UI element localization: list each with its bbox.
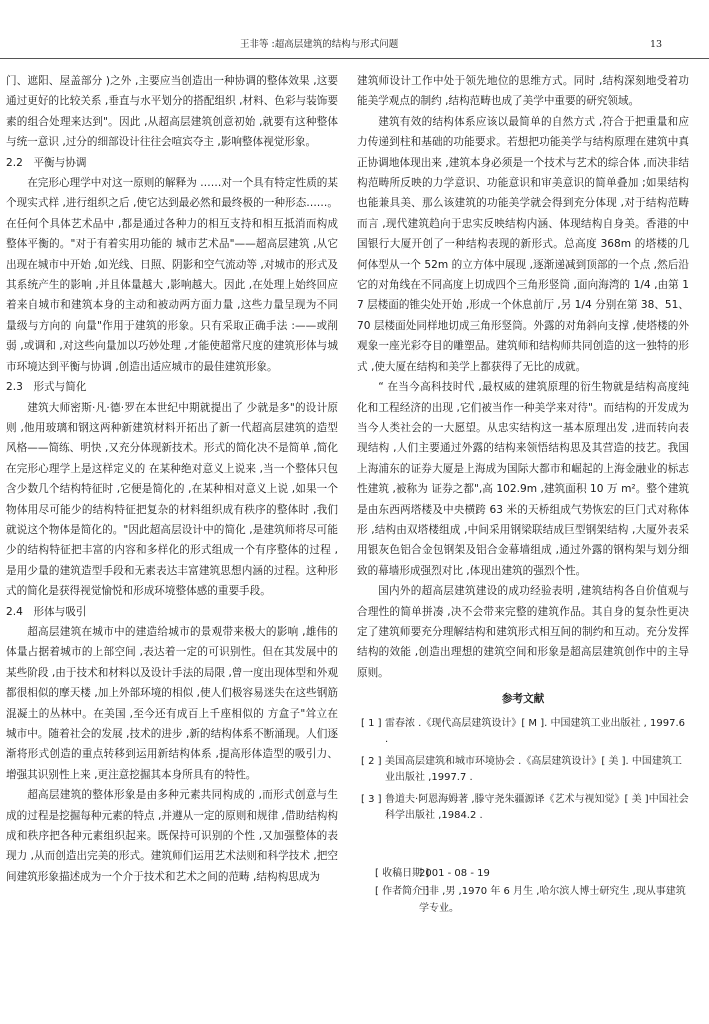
left-column bbox=[6, 71, 338, 887]
reference-tag: [ 1 ] bbox=[361, 717, 382, 729]
left-paragraph-3: 建筑大师密斯·凡·德·罗在本世纪中期就提出了 少就是多"的设计原则 ,他用玻璃和钢这两种新建筑材料开拓出了新一代超高层建筑的造型风格——简练、明快 ,又充分体现新技术。形式的简化决不是简单 ,简化在完形心理学上是这样定义的 在某种绝对意义上说来 ,当一个整体只包含少数几个结构特征时 ,它便是简化的 ,在某种相对意义上说 ,如果一个物体用尽可能少的结构特征把复杂的材料组织成有秩序的整体时 ,我们就说这个物体是简化的。"因此超高层设计中的简化 ,是建筑师将尽可能少的结构特征把丰富的内容和多样化的形式组成一个有序整体的过程 ,是用少量的建筑造型手段和无素表达丰富建筑思想内涵的过程。这种形式的简化是获得视觉愉悦和形成环境整体感的重要手段。 bbox=[6, 401, 338, 598]
reference-tag: [ 2 ] bbox=[361, 755, 382, 767]
reference-text: 雷春浓 .《现代高层建筑设计》[ M ]. 中国建筑工业出版社 , 1997.6 . bbox=[385, 717, 686, 746]
author-value: 王非 ,男 ,1970 年 6 月生 ,哈尔滨人博士研究生 ,现从事建筑学专业。 bbox=[419, 885, 686, 914]
left-paragraph-2: 在完形心理学中对这一原则的解释为 ……对一个具有特定性质的某个现实式样 ,进行组织之后 ,使它达到最必然和最终极的一种形态……。在任何个具体艺术品中 ,都是通过各种力的相互支持和相互抵消而构成整体平衡的。"对于有着实用功能的 城市艺术品"——超高层建筑 ,从它出现在城市中开始 ,如光线、日照、阴影和空气流动等 ,对城市的形式及其系统产生的影响 ,并且体量越大 ,影响越大。因此 ,在处理上始终回应着来自城市和建筑本身的主动和被动两方面力量 ,这些力量呈现为不同量级与方向的 向量"作用于建筑的形象。只有采取正确手法 :——或削弱 ,或调和 ,对这些向量加以巧妙处理 ,才能使超常尺度的建筑形体与城市环境达到平衡与协调 ,创造出适应城市的最佳建筑形象。 bbox=[6, 177, 338, 373]
received-value: 2001 - 08 - 19 bbox=[419, 867, 490, 879]
reference-item bbox=[357, 754, 689, 787]
received-date-note bbox=[357, 865, 689, 882]
reference-text: 鲁道夫·阿恩海姆著 ,滕守尧朱疆源译《艺术与视知觉》[ 美 ]中国社会科学出版社 ,1984.2 . bbox=[385, 793, 689, 822]
author-label: [ 作者简介 ] bbox=[375, 885, 430, 897]
section-heading-2-2: 2.2 平衡与协调 bbox=[6, 156, 87, 169]
author-note bbox=[357, 883, 689, 917]
header-rule bbox=[0, 58, 709, 59]
left-paragraph-4: 超高层建筑在城市中的建造给城市的景观带来极大的影响 ,雄伟的体量占据着城市的上部空间 ,表达着一定的可识别性。但在其发展中的某些阶段 ,由于技术和材料以及设计手法的局限 ,曾一度出现体型和外观都很相似的摩天楼 ,加上外部环境的相似 ,使人们极容易迷失在这些钢筋混凝土的丛林中。在美国 ,至今还有成百上千座相似的 方盒子"耸立在城市中。随着社会的发展 ,技术的进步 ,新的结构体系不断涌现。人们逐渐将形式创造的重点转移到运用新结构体系 ,提高形体造型的吸引力、增强其识别性上来 ,更注意挖掘其本身所具有的特性。 bbox=[6, 625, 338, 781]
right-paragraph-1: 建筑师设计工作中处于领先地位的思维方式。同时 ,结构深刻地受着功能美学观点的制约 ,结构范畴也成了美学中重要的研究领域。 bbox=[357, 75, 689, 108]
reference-item bbox=[357, 792, 689, 825]
article-notes bbox=[357, 865, 689, 917]
right-paragraph-2: 建筑有效的结构体系应该以最简单的自然方式 ,符合于把重量和应力传递到柱和基础的功能要求。若想把功能美学与结构原理在建筑中真正协调地体现出来 ,建筑本身必须是一个技术与艺术的综合体 ,而决非结构范畴所反映的力学意识、功能意识和审美意识的简单叠加 ;如果结构也能兼具美、那么该建筑的功能美学就会得到充分体现 ,对于结构范畴而言 ,现代建筑趋向于忠实反映结构内涵、体现结构自身美。香港的中国银行大厦开创了一种结构表现的新形式。总高度 368m 的塔楼的几何体型从一个 52m 的立方体中展现 ,逐渐递减到顶部的一个点 ,然后沿它的对角线在不同高度上切成四个三角形竖筒 ,面向海湾的 1/4 ,由第 17 层楼面的锥尖处开始 ,形成一个休息前厅 ,另 1/4 分别在第 38、51、70 层楼面处同样地切成三角形竖筒。外露的对角斜向支撑 ,使塔楼的外观象一座光彩夺目的雕塑品。建筑师和结构师共同创造的这一独特的形式 ,使大厦在结构和美学上都获得了无比的成就。 bbox=[357, 115, 689, 373]
running-title: 王非等 :超高层建筑的结构与形式问题 bbox=[240, 39, 399, 50]
reference-text: 美国高层建筑和城市环境协会 .《高层建筑设计》[ 美 ]. 中国建筑工业出版社 ,1997.7 . bbox=[385, 755, 682, 784]
received-label: [ 收稿日期 ] bbox=[375, 867, 430, 879]
reference-item bbox=[357, 716, 689, 749]
references-title: 参考文献 bbox=[501, 693, 545, 706]
left-paragraph-1: 门、遮阳、屋盖部分 )之外 ,主要应当创造出一种协调的整体效果 ,这要通过更好的比较关系 ,垂直与水平划分的搭配组织 ,材料、色彩与装饰要素的组合处理来达到"。因此 ,从超高层建筑创意初始 ,就要有这种整体与统一意识 ,过分的细部设计往往会喧宾夺主 ,影响整体视觉形象。 bbox=[6, 75, 338, 149]
section-heading-2-4: 2.4 形体与吸引 bbox=[6, 605, 87, 618]
reference-tag: [ 3 ] bbox=[361, 793, 382, 805]
left-paragraph-5: 超高层建筑的整体形象是由多种元素共同构成的 ,而形式创意与生成的过程是挖掘每种元素的特点 ,并遵从一定的原则和规律 ,借助结构构成和秩序把各种元素组织起来。既保持可识别的个性 ,又加强整体的表现力 ,从而创造出完美的形式。建筑师们运用艺术法则和科学技术 ,把空间建筑形象描述成为一个介于技术和艺术之间的范畴 ,结构构思成为 bbox=[6, 789, 338, 883]
page-header bbox=[0, 38, 709, 52]
right-paragraph-4: 国内外的超高层建筑建设的成功经验表明 ,建筑结构各自价值观与合理性的简单拼凑 ,决不会带来完整的建筑作品。其自身的复杂性更决定了建筑师要充分理解结构和建筑形式相互间的制约和互动。充分发挥结构的效能 ,创造出理想的建筑空间和形象是超高层建筑创作中的主导原则。 bbox=[357, 585, 689, 679]
section-heading-2-3: 2.3 形式与简化 bbox=[6, 381, 87, 394]
right-paragraph-3: “ 在当今高科技时代 ,最权威的建筑原理的衍生物就是结构高度纯化和工程经济的出现 ,它们被当作一种美学来对待"。而结构的开发成为当今人类社会的一大愿望。从忠实结构这一基本原理出发 ,进而转向表现结构 ,人们主要通过外露的结构来领悟结构思及其营造的技艺。我国上海浦东的证券大厦是上海成为国际大都市和崛起的上海金融业的标志性建筑 ,被称为 证券之都",高 102.9m ,建筑面积 10 万 m²。整个建筑是由东西两塔楼及中央横跨 63 米的天桥组成气势恢宏的巨门式对称体形 ,结构由双塔楼组成 ,中间采用钢梁联结成巨型钢架结构 ,大厦外表采用银灰色铝合金包钢架及铝合金幕墙组成 ,通过外露的钢构架与划分细致的幕墙形成强烈对比 ,体现出建筑的强烈个性。 bbox=[357, 381, 689, 577]
page-number: 13 bbox=[650, 39, 663, 50]
right-column bbox=[357, 71, 689, 918]
